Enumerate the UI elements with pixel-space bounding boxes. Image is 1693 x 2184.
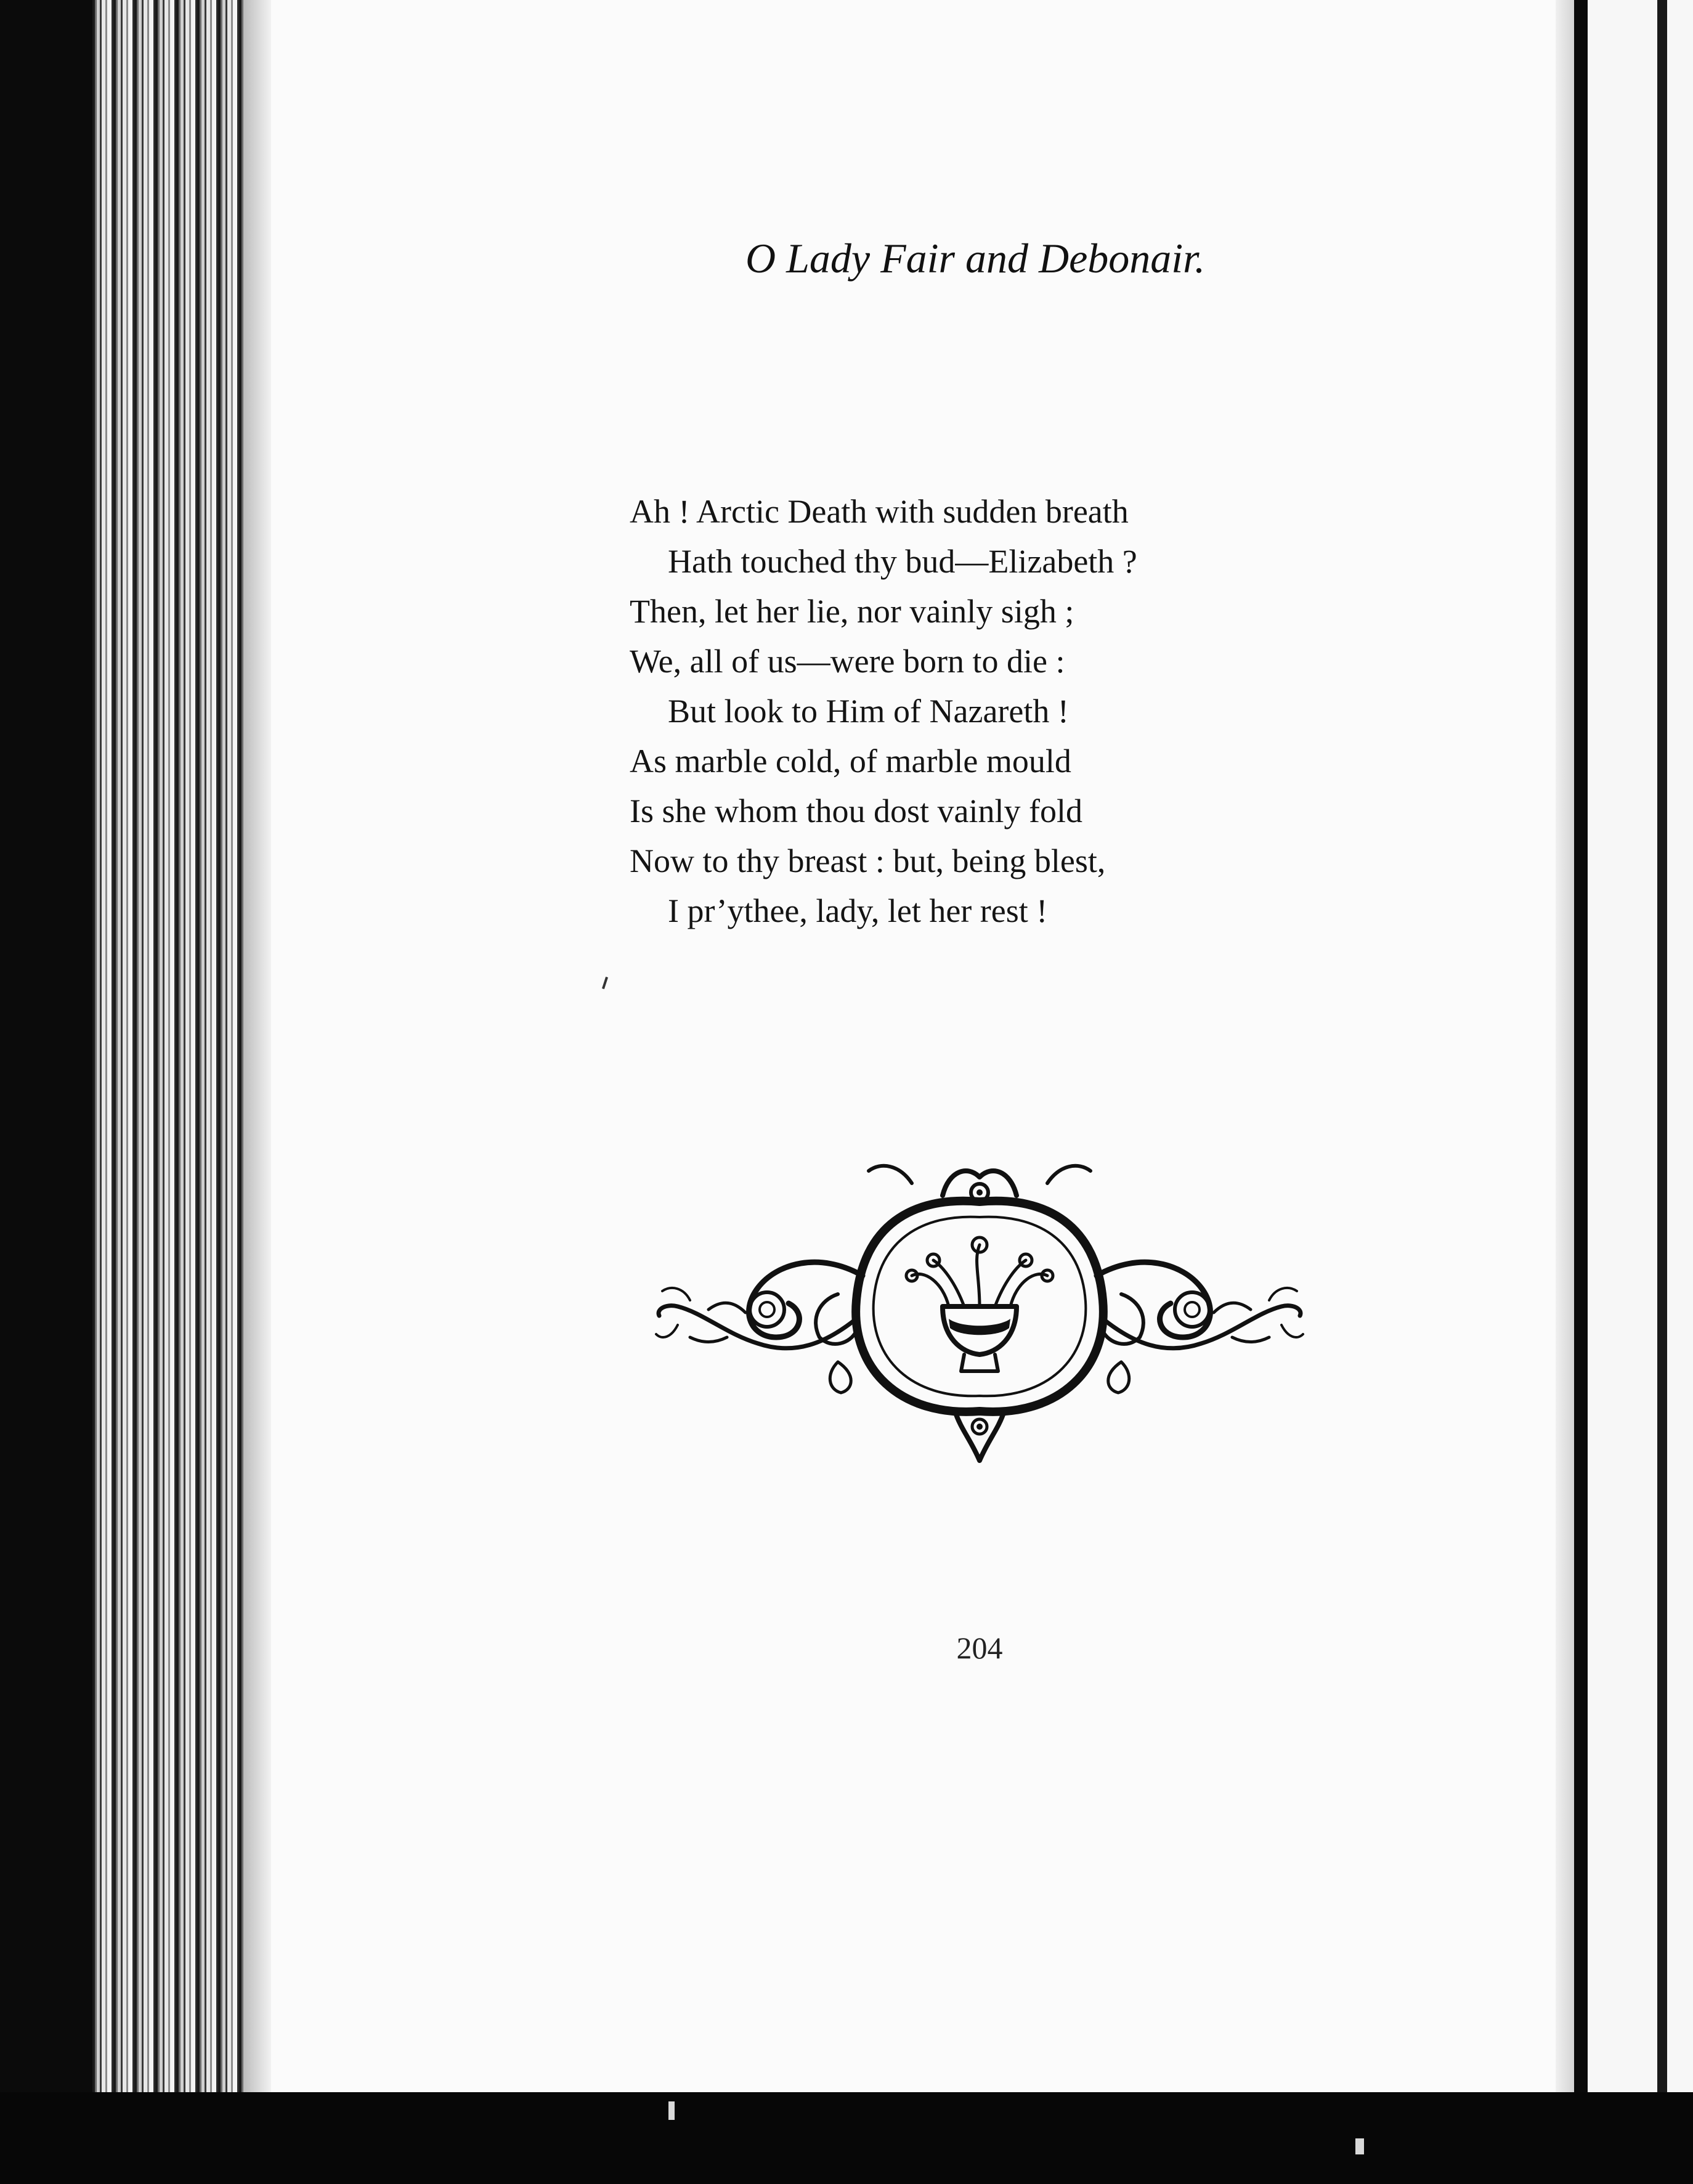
page-gutter [1556, 0, 1574, 2092]
scan-speck [1355, 2138, 1364, 2154]
poem-line: I pr’ythee, lady, let her rest ! [668, 892, 1048, 929]
poem-line: Ah ! Arctic Death with sudden breath [630, 493, 1129, 530]
poem-line: Now to thy breast : but, being blest, [630, 842, 1106, 879]
poem-line: We, all of us—were born to die : [630, 643, 1065, 680]
facing-page-sliver [1588, 0, 1693, 2092]
bottom-scan-border [0, 2092, 1693, 2184]
poem-line: But look to Him of Nazareth ! [668, 693, 1069, 730]
poem-line: Then, let her lie, nor vainly sigh ; [630, 593, 1074, 630]
vignette-ornament-icon [653, 1159, 1306, 1467]
page-number: 204 [956, 1631, 1003, 1665]
facing-page-edge [1657, 0, 1667, 2092]
running-title: O Lady Fair and Debonair. [745, 235, 1206, 282]
right-scan-border [1574, 0, 1588, 2092]
page-edge-shadow [243, 0, 271, 2092]
scan-speck [668, 2101, 675, 2120]
book-page [271, 0, 1556, 2092]
poem-line: Is she whom thou dost vainly fold [630, 793, 1082, 829]
poem-stanza [630, 487, 1137, 936]
left-scan-border [0, 0, 105, 2184]
poem-line: Hath touched thy bud—Elizabeth ? [668, 543, 1137, 580]
poem-line: As marble cold, of marble mould [630, 743, 1071, 780]
